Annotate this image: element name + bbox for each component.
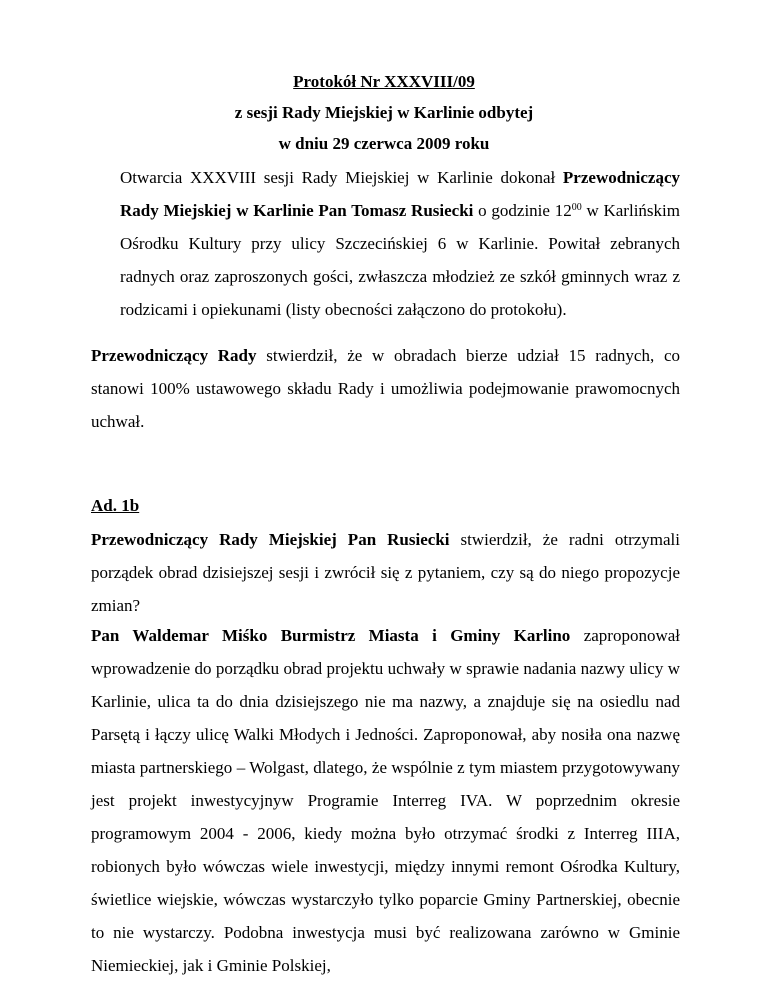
agenda-speaker-bold: Przewodniczący Rady Miejskiej Pan Rusiecki xyxy=(91,530,450,549)
document-title: Protokół Nr XXXVIII/09 xyxy=(293,72,475,91)
paragraph-opening xyxy=(120,161,680,326)
section-heading: Ad. 1b xyxy=(91,496,140,515)
document-subtitle: z sesji Rady Miejskiej w Karlinie odbytej xyxy=(234,103,534,122)
chairman-name-bold: Przewodniczący Rady Miejskiej w Karlinie Pan Tomasz Rusiecki xyxy=(120,168,680,220)
opening-time: o godzinie 12 xyxy=(473,201,572,220)
mayor-proposal-text: zaproponował wprowadzenie do porządku obrad projektu uchwały w sprawie nadania nazwy ulicy w Karlinie, ulica ta do dnia dzisiejszego nie ma nazwy, a znajduje się na osiedlu nad Parsętą i łączy ulicę Walki Młodych i Jedności. Zaproponował, aby nosiła ona nazwę miasta partnerskiego – Wolgast, dlatego, że wspólnie z tym miastem przygotowywany jest projekt inwestycyjnyw Programie Interreg IVA. W poprzednim okresie programowym 2004 - 2006, kiedy można było otrzymać środki z Interreg IIIA, robionych było wówczas wiele inwestycji, między innymi remont Ośrodka Kultury, świetlice wiejskie, wówczas wystarczyło tylko poparcie Gminy Partnerskiej, obecnie to nie wystarczy. Podobna inwestycja musi być realizowana zarówno w Gminie Niemieckiej, jak i Gminie Polskiej, xyxy=(91,626,680,975)
quorum-speaker-bold: Przewodniczący Rady xyxy=(91,346,257,365)
opening-rest: w Karlińskim Ośrodku Kultury przy ulicy Szczecińskiej 6 w Karlinie. Powitał zebranych radnych oraz zaproszonych gości, zwłaszcza młodzież ze szkół gminnych wraz z rodzicami i opiekunami (listy obecności załączono do protokołu). xyxy=(120,201,680,319)
paragraph-quorum xyxy=(91,339,680,438)
opening-intro: Otwarcia XXXVIII sesji Rady Miejskiej w Karlinie dokonał xyxy=(120,168,563,187)
document-date-line: w dniu 29 czerwca 2009 roku xyxy=(278,134,490,153)
time-minutes-superscript: 00 xyxy=(571,202,582,213)
mayor-name-bold: Pan Waldemar Miśko Burmistrz Miasta i Gminy Karlino xyxy=(91,626,571,645)
paragraph-mayor-proposal xyxy=(91,619,680,982)
agenda-text: stwierdził, że radni otrzymali porządek obrad dzisiejszej sesji i zwrócił się z pytaniem, czy są do niego propozycje zmian? xyxy=(91,530,680,615)
paragraph-agenda xyxy=(91,523,680,622)
quorum-text: stwierdził, że w obradach bierze udział 15 radnych, co stanowi 100% ustawowego składu Rady i umożliwia podejmowanie prawomocnych uchwał. xyxy=(91,346,680,431)
